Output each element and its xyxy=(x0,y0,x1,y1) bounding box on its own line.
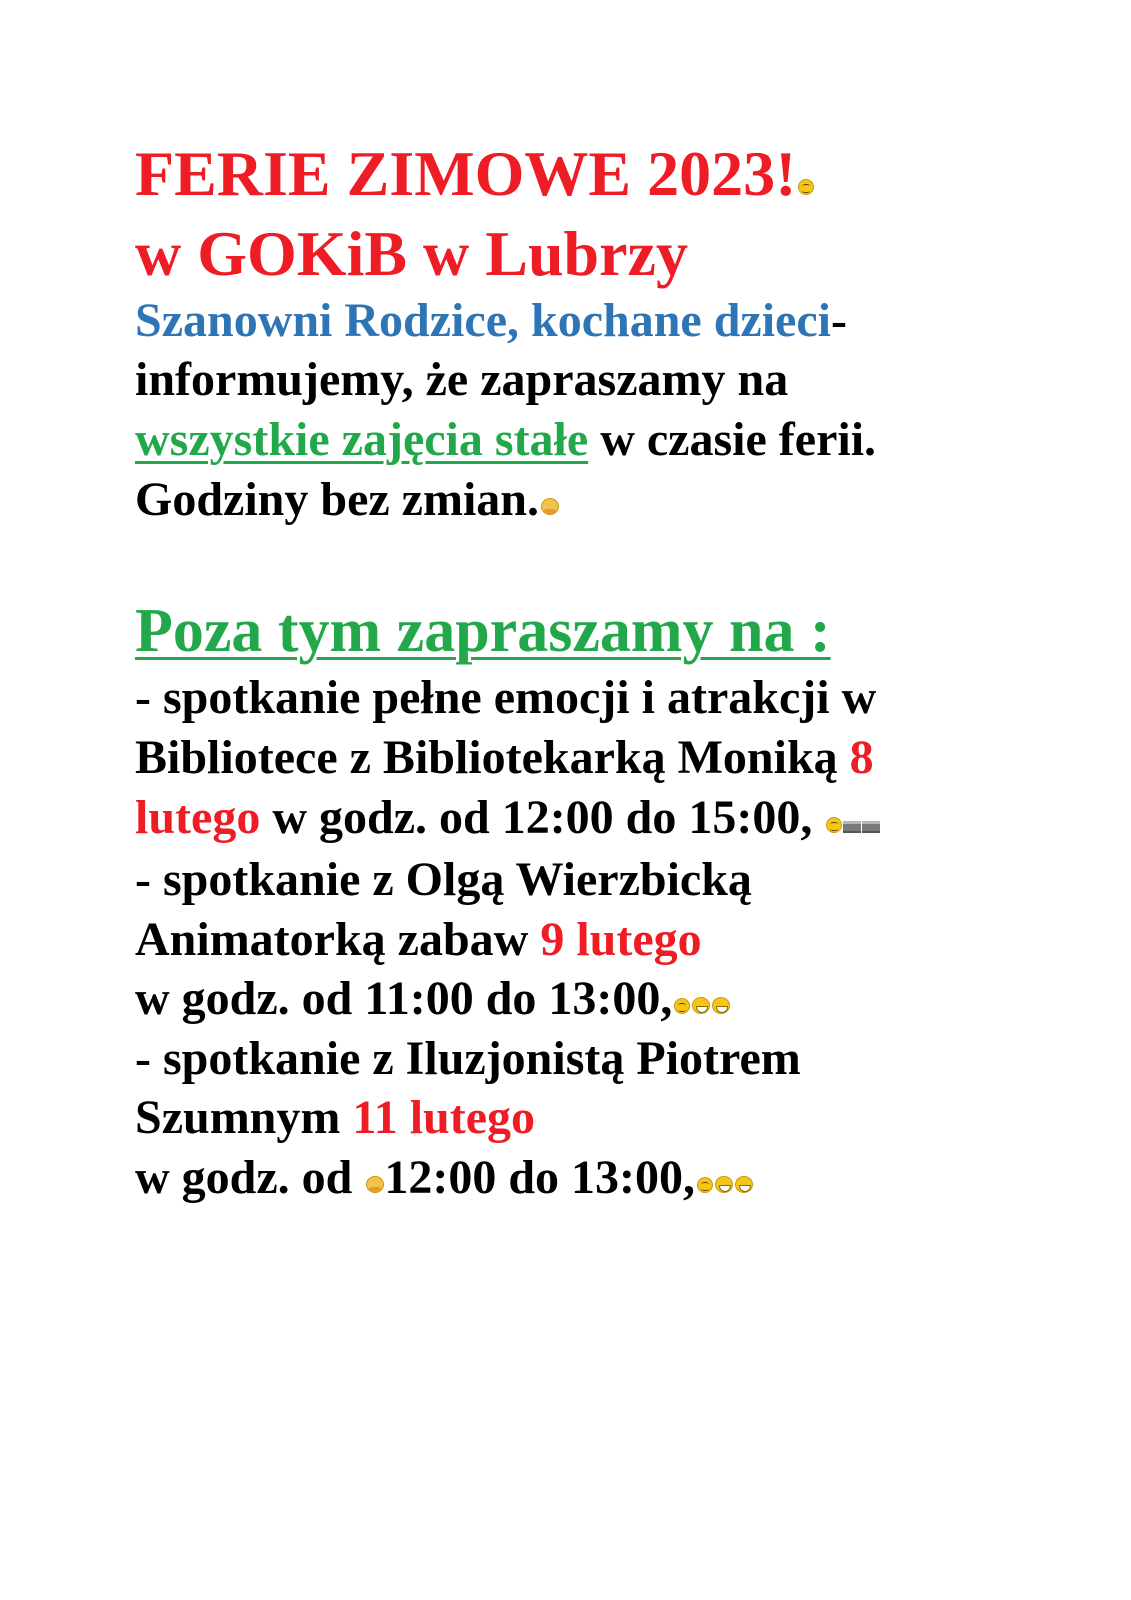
grin-icon xyxy=(692,997,710,1014)
title-text: FERIE ZIMOWE 2023! xyxy=(135,138,797,209)
hours-unchanged-text: Godziny bez zmian. xyxy=(135,473,539,526)
event-2-date: 9 lutego xyxy=(540,913,702,966)
intro-line-3-rest: w czasie ferii. xyxy=(588,413,877,466)
title-line-1 xyxy=(135,138,814,209)
event-1-line-1: - spotkanie pełne emocji i atrakcji w xyxy=(135,671,877,724)
smile-icon xyxy=(826,817,842,833)
hug-icon xyxy=(541,498,559,515)
event-1-place: Bibliotece z Bibliotekarką Moniką xyxy=(135,731,850,784)
smile-icon xyxy=(674,998,690,1014)
greeting-text: Szanowni Rodzice, kochane dzieci xyxy=(135,294,831,347)
intro-line-4 xyxy=(135,473,559,526)
intro-line-2: informujemy, że zapraszamy na xyxy=(135,353,789,406)
book-icon xyxy=(843,821,861,833)
event-3-host: Szumnym xyxy=(135,1091,353,1144)
intro-line-3 xyxy=(135,413,877,466)
event-2-hours: w godz. od 11:00 do 13:00, xyxy=(135,972,673,1025)
event-3-hours-prefix: w godz. od xyxy=(135,1151,365,1204)
smile-icon xyxy=(798,179,814,195)
event-3-line-2 xyxy=(135,1091,536,1144)
greeting-line xyxy=(135,294,847,347)
event-2-host: Animatorką zabaw xyxy=(135,913,541,966)
event-1-line-3 xyxy=(135,791,880,844)
event-2-line-1: - spotkanie z Olgą Wierzbicką xyxy=(135,853,752,906)
title-line-2: w GOKiB w Lubrzy xyxy=(135,218,688,289)
section-heading: Poza tym zapraszamy na : xyxy=(135,597,831,665)
event-1-line-2 xyxy=(135,731,874,784)
greeting-dash: - xyxy=(830,294,847,347)
event-3-line-3 xyxy=(135,1151,753,1204)
event-3-hours: 12:00 do 13:00, xyxy=(384,1151,696,1204)
book-icon xyxy=(862,821,880,833)
event-2-line-2 xyxy=(135,913,702,966)
hug-icon xyxy=(366,1176,384,1193)
regular-classes-link: wszystkie zajęcia stałe xyxy=(135,413,589,466)
event-2-line-3 xyxy=(135,972,730,1025)
smile-icon xyxy=(697,1177,713,1193)
event-3-date: 11 lutego xyxy=(352,1091,536,1144)
grin-icon xyxy=(712,997,730,1014)
event-1-date-month: lutego xyxy=(135,791,261,844)
grin-icon xyxy=(715,1176,733,1193)
grin-icon xyxy=(735,1176,753,1193)
event-3-line-1: - spotkanie z Iluzjonistą Piotrem xyxy=(135,1032,801,1085)
event-1-hours: w godz. od 12:00 do 15:00, xyxy=(260,791,825,844)
event-1-date-day: 8 xyxy=(849,731,874,784)
